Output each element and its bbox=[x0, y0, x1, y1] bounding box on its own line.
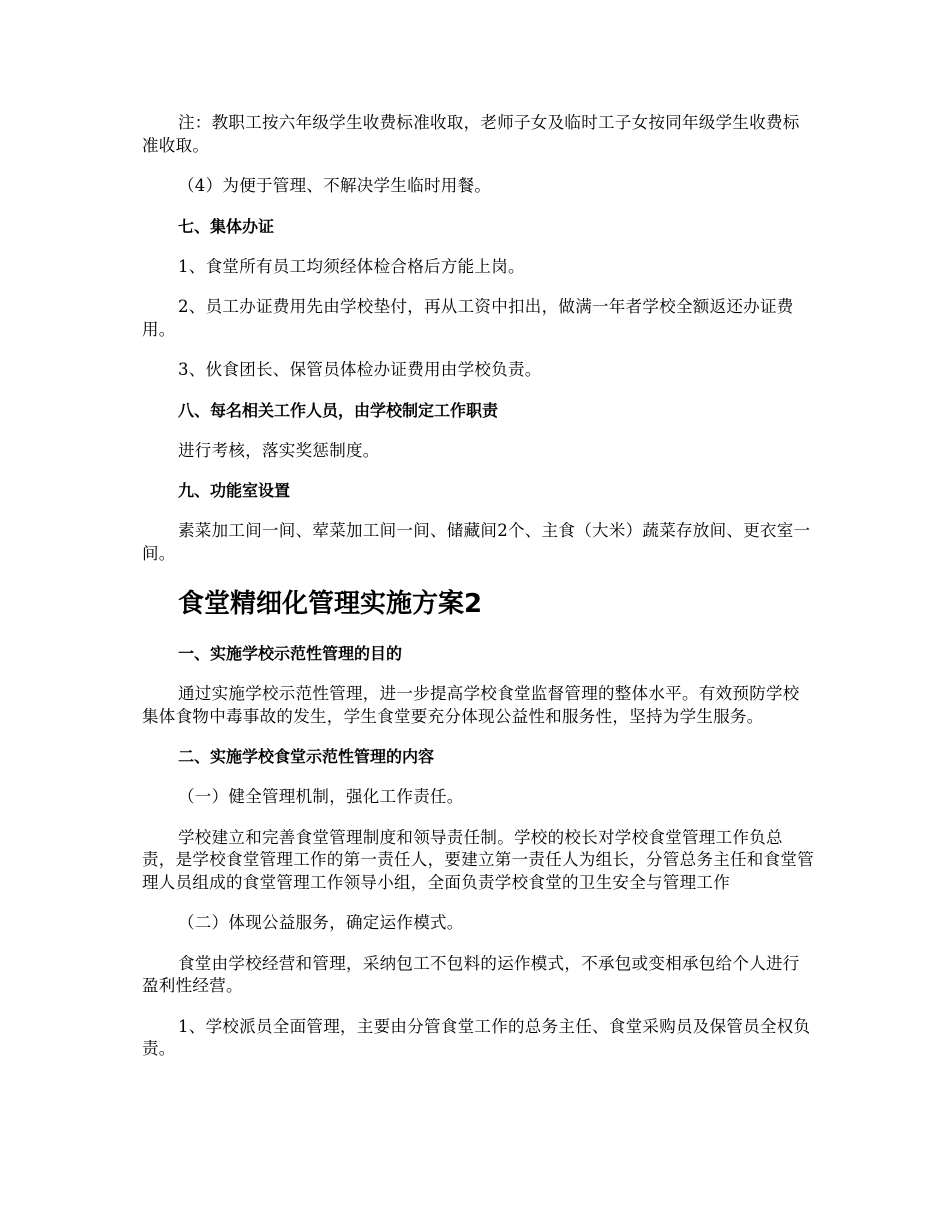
note-paragraph: 注：教职工按六年级学生收费标准收取，老师子女及临时工子女按同年级学生收费标准收取。 bbox=[142, 113, 800, 155]
paragraph: 食堂由学校经营和管理，采纳包工不包料的运作模式，不承包或变相承包给个人进行盈利性经营。 bbox=[142, 953, 800, 995]
paragraph: 进行考核，落实奖惩制度。 bbox=[178, 440, 380, 460]
paragraph: 1、食堂所有员工均须经体检合格后方能上岗。 bbox=[178, 256, 525, 276]
section-heading: 一、实施学校示范性管理的目的 bbox=[178, 644, 403, 663]
paragraph: 1、学校派员全面管理，主要由分管食堂工作的总务主任、食堂采购员及保管员全权负责。 bbox=[142, 1016, 811, 1058]
paragraph: 2、员工办证费用先由学校垫付，再从工资中扣出，做满一年者学校全额返还办证费用。 bbox=[142, 297, 794, 339]
section-heading: 七、集体办证 bbox=[178, 216, 275, 236]
paragraph: 3、伙食团长、保管员体检办证费用由学校负责。 bbox=[178, 360, 542, 379]
paragraph: （4）为便于管理、不解决学生临时用餐。 bbox=[178, 176, 492, 195]
paragraph: （一）健全管理机制，强化工作责任。 bbox=[178, 787, 464, 806]
section-heading: 八、每名相关工作人员，由学校制定工作职责 bbox=[178, 400, 499, 420]
document-title: 食堂精细化管理实施方案2 bbox=[178, 589, 483, 619]
section-heading: 九、功能室设置 bbox=[178, 481, 291, 500]
section-heading: 二、实施学校食堂示范性管理的内容 bbox=[178, 747, 435, 766]
paragraph: 通过实施学校示范性管理，进一步提高学校食堂监督管理的整体水平。有效预防学校集体食物中毒事故的发生，学生食堂要充分体现公益性和服务性，坚持为学生服务。 bbox=[142, 684, 800, 726]
document-page bbox=[142, 112, 814, 1079]
paragraph: 素菜加工间一间、荤菜加工间一间、储藏间2个、主食（大米）蔬菜存放间、更衣室一间。 bbox=[142, 521, 811, 563]
paragraph: （二）体现公益服务，确定运作模式。 bbox=[178, 913, 464, 932]
paragraph: 学校建立和完善食堂管理制度和领导责任制。学校的校长对学校食堂管理工作负总责，是学校食堂管理工作的第一责任人，要建立第一责任人为组长，分管总务主任和食堂管理人员组成的食堂管理工作领导小组，全面负责学校食堂的卫生安全与管理工作 bbox=[142, 827, 814, 892]
